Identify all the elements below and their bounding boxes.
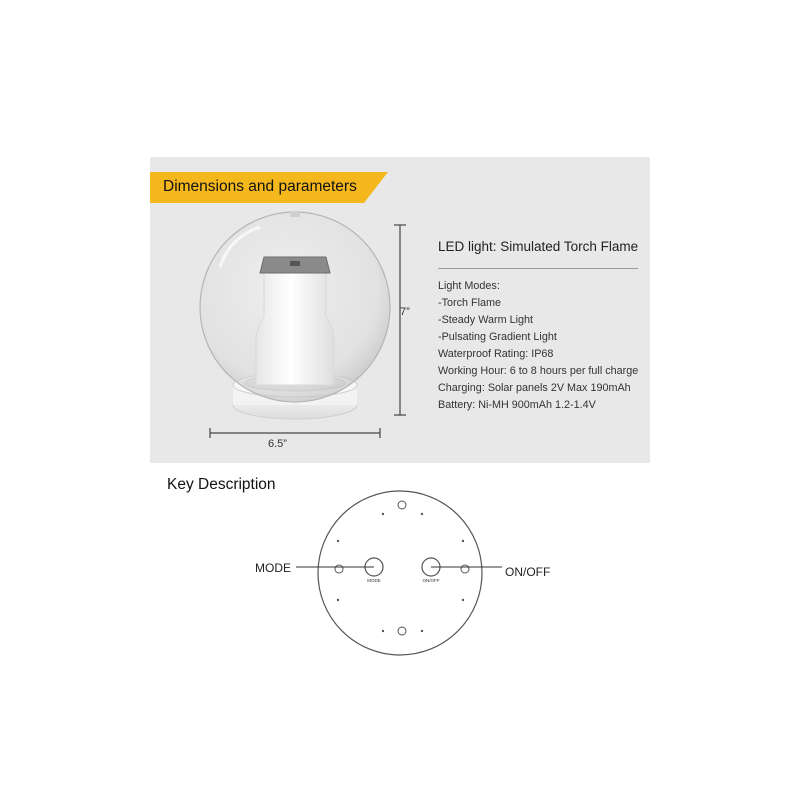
spec-title: LED light: Simulated Torch Flame <box>438 239 639 254</box>
spec-panel <box>438 239 648 414</box>
width-dimension-label: 6.5” <box>268 438 287 450</box>
onoff-small-label: ON/OFF <box>422 578 440 583</box>
spec-line: -Torch Flame <box>438 297 501 309</box>
top-hole <box>398 501 406 509</box>
key-description-title: Key Description <box>167 476 276 493</box>
spec-divider <box>438 268 638 269</box>
spec-line: Charging: Solar panels 2V Max 190mAh <box>438 382 631 394</box>
banner-title: Dimensions and parameters <box>163 178 357 195</box>
bottom-hole <box>398 627 406 635</box>
mode-small-label: MODE <box>367 578 381 583</box>
spec-line: Working Hour: 6 to 8 hours per full charge <box>438 365 639 377</box>
section-banner <box>150 172 388 203</box>
spec-line: Light Modes: <box>438 280 500 292</box>
height-dimension-label: 7” <box>400 306 410 318</box>
onoff-label: ON/OFF <box>505 565 551 579</box>
light-tube <box>256 267 334 385</box>
right-screw <box>461 565 469 573</box>
left-screw <box>335 565 343 573</box>
spec-line: -Steady Warm Light <box>438 314 534 326</box>
spec-list <box>438 278 648 414</box>
spec-line: -Pulsating Gradient Light <box>438 331 557 343</box>
spec-line: Battery: Ni-MH 900mAh 1.2-1.4V <box>438 399 596 411</box>
mode-label: MODE <box>255 561 291 575</box>
spec-line: Waterproof Rating: IP68 <box>438 348 554 360</box>
